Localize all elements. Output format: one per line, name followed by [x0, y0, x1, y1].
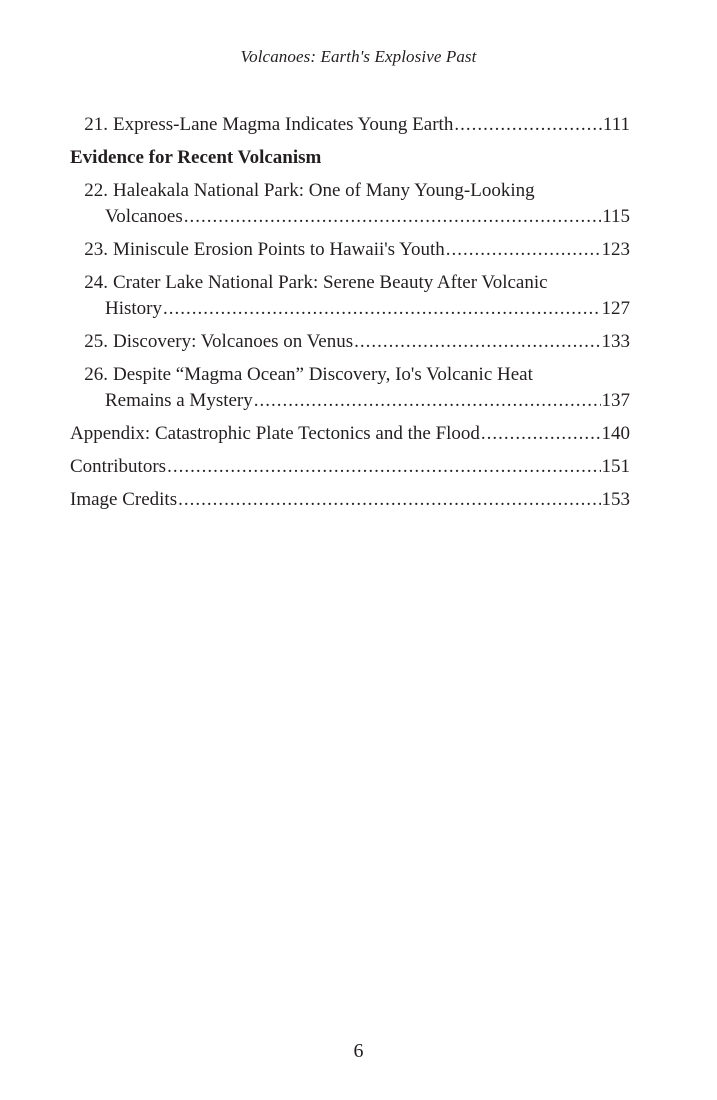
page-number: 127: [601, 298, 630, 319]
toc-line: [70, 204, 630, 230]
chapter-title: Crater Lake National Park: Serene Beauty After Volcanic: [113, 272, 548, 293]
toc-line: [70, 487, 630, 513]
page-number: 133: [601, 331, 630, 352]
chapter-title: Express-Lane Magma Indicates Young Earth: [113, 114, 454, 135]
toc-line: [70, 270, 630, 296]
image-credits-title: Image Credits: [70, 489, 178, 510]
toc-entry-21[interactable]: [70, 112, 630, 138]
dot-leader: [184, 204, 601, 230]
toc-line: [70, 362, 630, 388]
chapter-number: 24.: [84, 272, 108, 293]
chapter-number: 23.: [84, 239, 108, 260]
chapter-number: 25.: [84, 331, 108, 352]
page-number: 140: [601, 423, 630, 444]
toc-line: [70, 178, 630, 204]
toc-entry-appendix[interactable]: [70, 421, 630, 447]
dot-leader: [254, 388, 601, 414]
toc-entry-contributors[interactable]: [70, 454, 630, 480]
dot-leader: [163, 296, 601, 322]
dot-leader: [354, 329, 600, 355]
toc-entry-24[interactable]: [70, 270, 630, 322]
dot-leader: [178, 487, 600, 513]
page-number: 123: [601, 239, 630, 260]
page-folio: 6: [353, 1040, 364, 1062]
page-number: 111: [602, 114, 630, 135]
appendix-title: Appendix: Catastrophic Plate Tectonics and the Flood: [70, 423, 480, 444]
toc-entry-22[interactable]: [70, 178, 630, 230]
table-of-contents: [70, 112, 630, 520]
page-number: 115: [602, 206, 630, 227]
toc-line: [70, 296, 630, 322]
chapter-title: Miniscule Erosion Points to Hawaii's Youth: [113, 239, 445, 260]
toc-line: [70, 454, 630, 480]
page-number: 151: [601, 456, 630, 477]
page-number: 137: [601, 390, 630, 411]
chapter-title: Haleakala National Park: One of Many Young-Looking: [113, 180, 535, 201]
chapter-number: 21.: [84, 114, 108, 135]
toc-entry-26[interactable]: [70, 362, 630, 414]
toc-line: [70, 237, 630, 263]
contributors-title: Contributors: [70, 456, 167, 477]
toc-line: [70, 388, 630, 414]
running-head: Volcanoes: Earth's Explosive Past: [240, 47, 477, 66]
toc-line: [70, 112, 630, 138]
toc-line: [70, 421, 630, 447]
dot-leader: [167, 454, 600, 480]
dot-leader: [446, 237, 601, 263]
toc-entry-image-credits[interactable]: [70, 487, 630, 513]
toc-entry-25[interactable]: [70, 329, 630, 355]
toc-entry-23[interactable]: [70, 237, 630, 263]
toc-line: [70, 329, 630, 355]
page-number: 153: [601, 489, 630, 510]
chapter-number: 26.: [84, 364, 108, 385]
dot-leader: [481, 421, 601, 447]
section-heading: Evidence for Recent Volcanism: [70, 147, 322, 168]
chapter-number: 22.: [84, 180, 108, 201]
chapter-title-continued: Remains a Mystery: [105, 390, 253, 411]
chapter-title: Discovery: Volcanoes on Venus: [113, 331, 354, 352]
chapter-title-continued: Volcanoes: [105, 206, 183, 227]
chapter-title-continued: History: [105, 298, 162, 319]
dot-leader: [454, 112, 602, 138]
chapter-title: Despite “Magma Ocean” Discovery, Io's Volcanic Heat: [113, 364, 533, 385]
